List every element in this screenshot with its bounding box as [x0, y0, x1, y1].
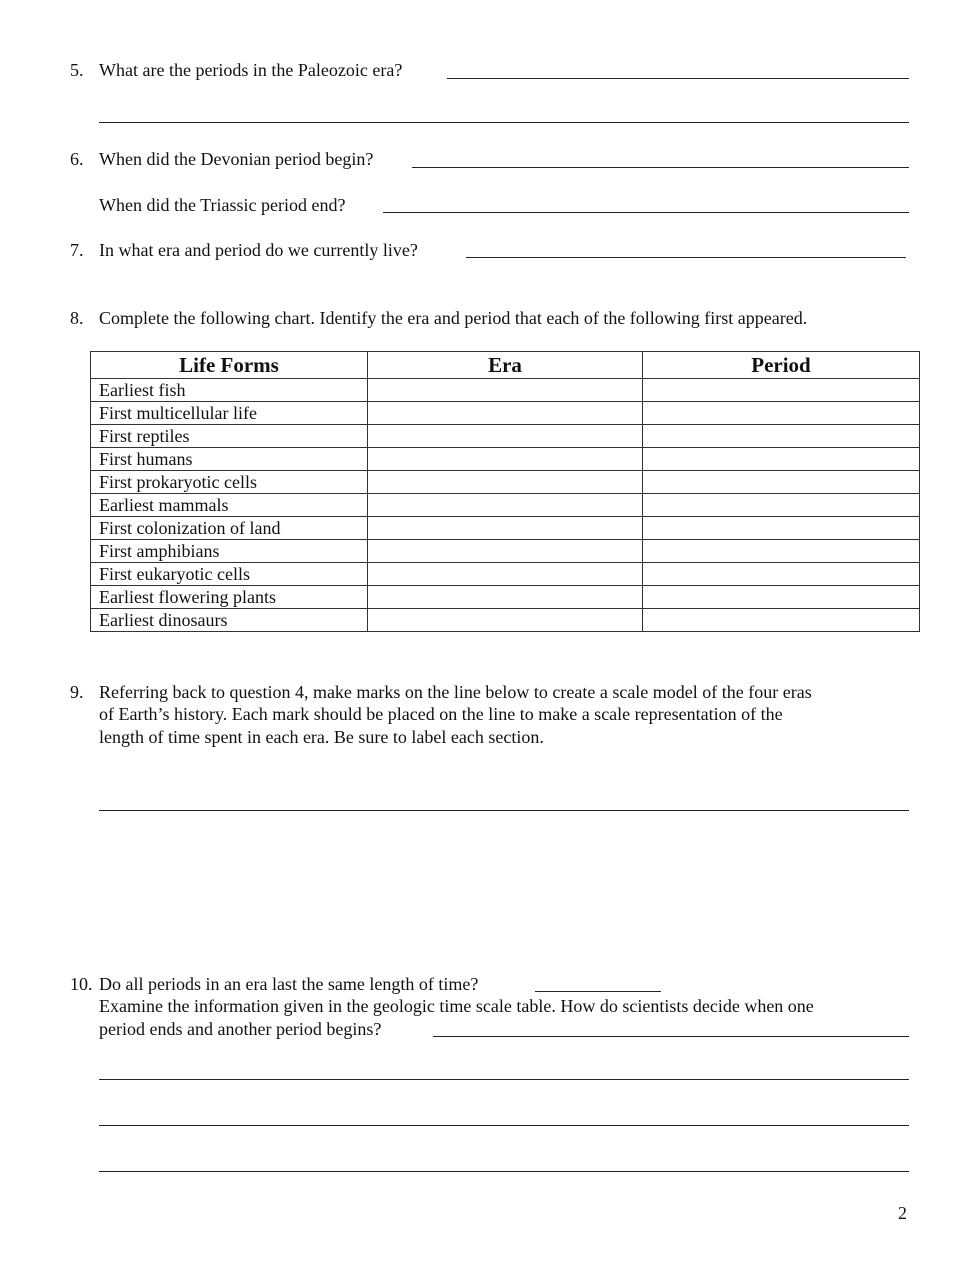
life-form-cell: Earliest dinosaurs	[91, 609, 368, 632]
answer-line-q6-devonian[interactable]	[412, 167, 909, 168]
question-number: 10.	[70, 974, 93, 994]
period-cell[interactable]	[643, 540, 920, 563]
answer-line-q5-extra[interactable]	[99, 122, 909, 123]
era-cell[interactable]	[368, 609, 643, 632]
table-row	[91, 494, 920, 517]
page-number: 2	[898, 1203, 907, 1223]
answer-line-q10-2[interactable]	[99, 1125, 909, 1126]
chart-header-row	[91, 352, 920, 379]
era-cell[interactable]	[368, 586, 643, 609]
life-forms-chart	[90, 351, 920, 632]
question-text: What are the periods in the Paleozoic era?	[99, 60, 403, 80]
life-form-cell: First colonization of land	[91, 517, 368, 540]
era-cell[interactable]	[368, 379, 643, 402]
life-form-cell: Earliest fish	[91, 379, 368, 402]
life-form-cell: First reptiles	[91, 425, 368, 448]
era-cell[interactable]	[368, 563, 643, 586]
life-form-cell: First eukaryotic cells	[91, 563, 368, 586]
period-cell[interactable]	[643, 471, 920, 494]
answer-line-q10-3[interactable]	[99, 1171, 909, 1172]
life-form-cell: Earliest mammals	[91, 494, 368, 517]
answer-line-q6-triassic[interactable]	[383, 212, 909, 213]
question-text-line-3: period ends and another period begins?	[99, 1019, 382, 1039]
answer-line-q10-short[interactable]	[535, 991, 661, 992]
table-row	[91, 609, 920, 632]
period-cell[interactable]	[643, 402, 920, 425]
period-cell[interactable]	[643, 586, 920, 609]
question-subtext: When did the Triassic period end?	[99, 195, 346, 215]
table-row	[91, 517, 920, 540]
question-text: In what era and period do we currently live?	[99, 240, 418, 260]
question-number: 5.	[70, 60, 84, 80]
question-number: 6.	[70, 149, 84, 169]
era-cell[interactable]	[368, 517, 643, 540]
header-life-forms: Life Forms	[91, 352, 368, 379]
table-row	[91, 425, 920, 448]
era-cell[interactable]	[368, 471, 643, 494]
era-cell[interactable]	[368, 402, 643, 425]
table-row	[91, 586, 920, 609]
question-text-line-3: length of time spent in each era. Be sure to label each section.	[99, 727, 544, 747]
question-number: 8.	[70, 308, 84, 328]
answer-line-q5[interactable]	[447, 78, 909, 79]
era-cell[interactable]	[368, 425, 643, 448]
table-row	[91, 379, 920, 402]
period-cell[interactable]	[643, 448, 920, 471]
life-form-cell: Earliest flowering plants	[91, 586, 368, 609]
era-cell[interactable]	[368, 448, 643, 471]
scale-model-line[interactable]	[99, 810, 909, 811]
period-cell[interactable]	[643, 609, 920, 632]
answer-line-q10-1[interactable]	[99, 1079, 909, 1080]
period-cell[interactable]	[643, 517, 920, 540]
table-row	[91, 402, 920, 425]
life-form-cell: First multicellular life	[91, 402, 368, 425]
period-cell[interactable]	[643, 563, 920, 586]
life-form-cell: First amphibians	[91, 540, 368, 563]
question-text-line-2: of Earth’s history. Each mark should be placed on the line to make a scale representation of the	[99, 704, 783, 724]
question-text: Complete the following chart. Identify the era and period that each of the following first appeared.	[99, 308, 808, 328]
period-cell[interactable]	[643, 494, 920, 517]
period-cell[interactable]	[643, 379, 920, 402]
table-row	[91, 471, 920, 494]
question-text: Do all periods in an era last the same length of time?	[99, 974, 479, 994]
table-row	[91, 563, 920, 586]
question-number: 7.	[70, 240, 84, 260]
question-text-line-1: Referring back to question 4, make marks on the line below to create a scale model of the four eras	[99, 682, 812, 702]
question-text: When did the Devonian period begin?	[99, 149, 374, 169]
life-form-cell: First humans	[91, 448, 368, 471]
period-cell[interactable]	[643, 425, 920, 448]
table-row	[91, 448, 920, 471]
life-form-cell: First prokaryotic cells	[91, 471, 368, 494]
answer-line-q10-inline[interactable]	[433, 1036, 909, 1037]
era-cell[interactable]	[368, 540, 643, 563]
answer-line-q7[interactable]	[466, 257, 906, 258]
era-cell[interactable]	[368, 494, 643, 517]
question-number: 9.	[70, 682, 84, 702]
header-period: Period	[643, 352, 920, 379]
header-era: Era	[368, 352, 643, 379]
question-text-line-2: Examine the information given in the geologic time scale table. How do scientists decide when one	[99, 996, 814, 1016]
table-row	[91, 540, 920, 563]
